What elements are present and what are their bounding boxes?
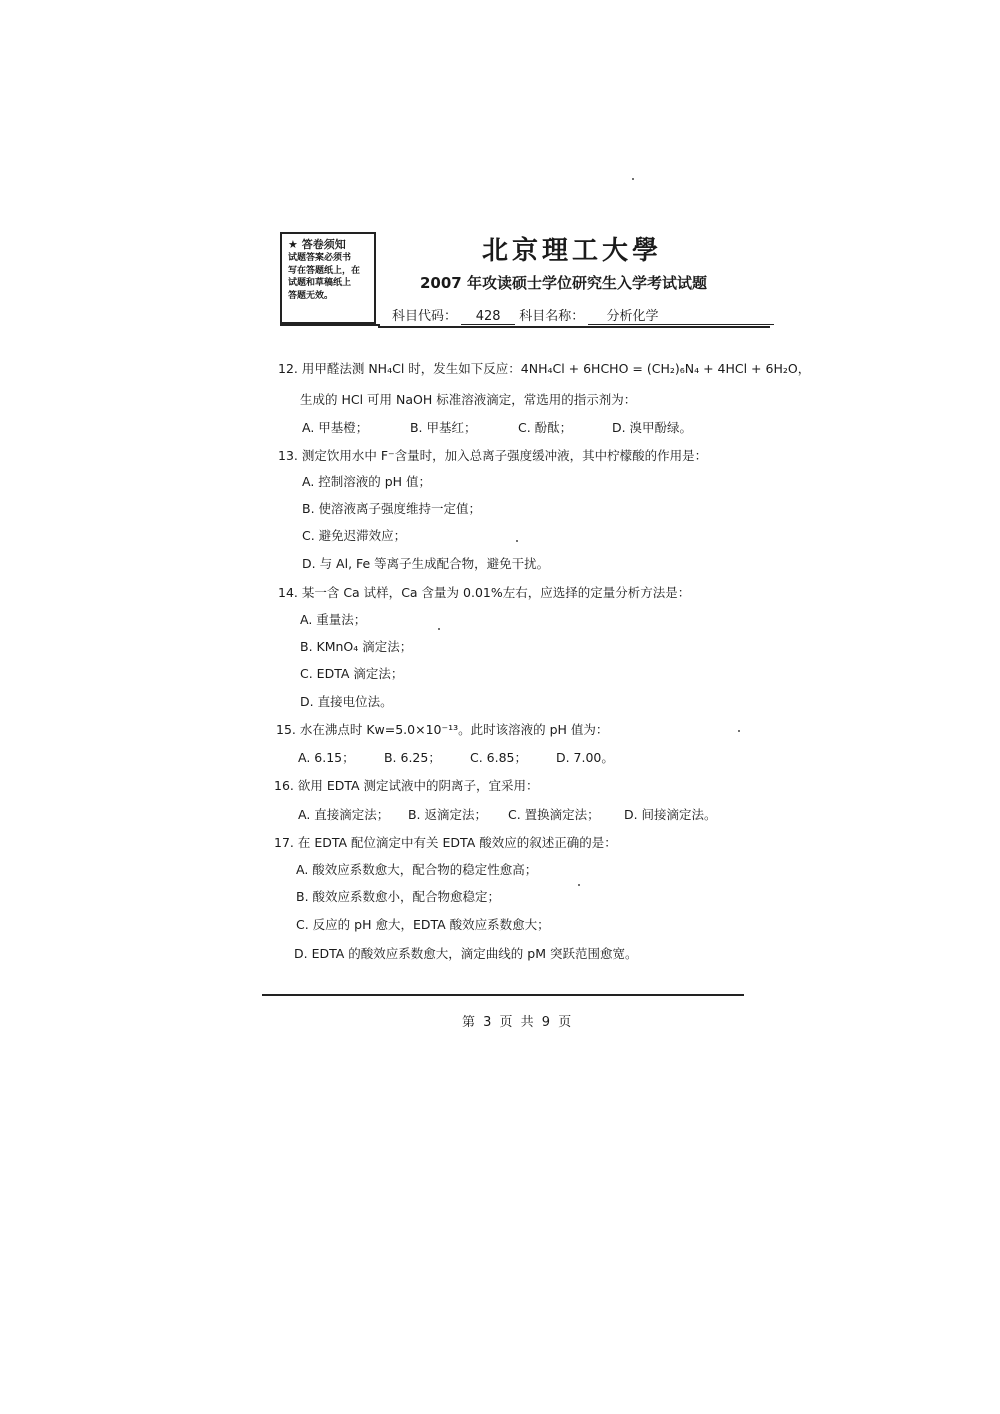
question-17-option-c: C. 反应的 pH 愈大，EDTA 酸效应系数愈大； [296, 917, 550, 932]
question-12-stem: 12. 用甲醛法测 NH₄Cl 时，发生如下反应：4NH₄Cl + 6HCHO = (CH₂)₆N₄ + 4HCl + 6H₂O， [278, 361, 811, 376]
scan-speck [578, 884, 580, 886]
option-b: B. 返滴定法； [407, 807, 488, 822]
question-13-stem: 13. 测定饮用水中 F⁻含量时，加入总离子强度缓冲液，其中柠檬酸的作用是： [278, 448, 708, 463]
notice-underline [280, 324, 380, 326]
option-d: D. 7.00。 [555, 750, 614, 765]
subject-name-label: 科目名称： [519, 309, 585, 324]
question-17-option-a: A. 酸效应系数愈大，配合物的稳定性愈高； [296, 862, 538, 877]
notice-title: ★ 答卷须知 [288, 238, 346, 251]
option-a: A. 直接滴定法； [298, 807, 390, 822]
option-d: D. 溴甲酚绿。 [611, 420, 693, 435]
question-13-option-b: B. 使溶液离子强度维持一定值； [302, 501, 482, 516]
option-b: B. 6.25； [383, 750, 441, 765]
subject-name-value: 分析化学 [588, 305, 774, 325]
scan-speck [438, 628, 440, 630]
question-15-options [298, 748, 614, 766]
notice-line: 写在答题纸上，在 [288, 265, 361, 276]
question-17-option-d: D. EDTA 的酸效应系数愈大，滴定曲线的 pM 突跃范围愈宽。 [294, 946, 638, 961]
university-name: 北京理工大學 [482, 236, 663, 266]
question-14-option-a: A. 重量法； [300, 612, 367, 627]
question-16-options [298, 805, 717, 823]
question-12-stem-cont: 生成的 HCl 可用 NaOH 标准溶液滴定，常选用的指示剂为： [300, 392, 637, 407]
header-rule [378, 326, 770, 328]
question-14-option-c: C. EDTA 滴定法； [300, 666, 404, 681]
option-b: B. 甲基红； [409, 420, 477, 435]
exam-title: 2007 年攻读硕士学位研究生入学考试试题 [420, 274, 707, 292]
question-15-stem: 15. 水在沸点时 Kw=5.0×10⁻¹³。此时该溶液的 pH 值为： [276, 722, 609, 737]
question-17-stem: 17. 在 EDTA 配位滴定中有关 EDTA 酸效应的叙述正确的是： [274, 835, 617, 850]
option-c: C. 6.85； [469, 750, 527, 765]
scan-speck [632, 178, 634, 180]
option-c: C. 酚酞； [517, 420, 573, 435]
option-a: A. 甲基橙； [302, 420, 369, 435]
subject-code-value: 428 [461, 309, 515, 325]
subject-code-label: 科目代码： [392, 309, 458, 324]
notice-line: 答题无效。 [288, 290, 334, 301]
notice-line: 试题和草稿纸上 [288, 278, 352, 288]
question-14-stem: 14. 某一含 Ca 试样，Ca 含量为 0.01%左右，应选择的定量分析方法是： [278, 585, 691, 600]
notice-line: 试题答案必须书 [288, 253, 352, 263]
scan-speck [738, 730, 740, 732]
question-13-option-a: A. 控制溶液的 pH 值； [302, 474, 432, 489]
question-13-option-c: C. 避免迟滞效应； [302, 528, 407, 543]
question-13-option-d: D. 与 Al, Fe 等离子生成配合物，避免干扰。 [302, 556, 550, 571]
subject-row [392, 305, 774, 325]
page-number: 第 3 页 共 9 页 [462, 1015, 574, 1030]
question-16-stem: 16. 欲用 EDTA 测定试液中的阴离子，宜采用： [274, 778, 539, 793]
scan-speck [516, 540, 518, 542]
option-a: A. 6.15； [298, 750, 355, 765]
answer-notice-box [280, 232, 376, 324]
option-d: D. 间接滴定法。 [623, 807, 717, 822]
question-14-option-b: B. KMnO₄ 滴定法； [300, 639, 413, 654]
option-c: C. 置换滴定法； [507, 807, 600, 822]
question-17-option-b: B. 酸效应系数愈小，配合物愈稳定； [296, 889, 501, 904]
footer-rule [262, 994, 744, 996]
question-12-options [302, 418, 692, 436]
question-14-option-d: D. 直接电位法。 [300, 694, 393, 709]
